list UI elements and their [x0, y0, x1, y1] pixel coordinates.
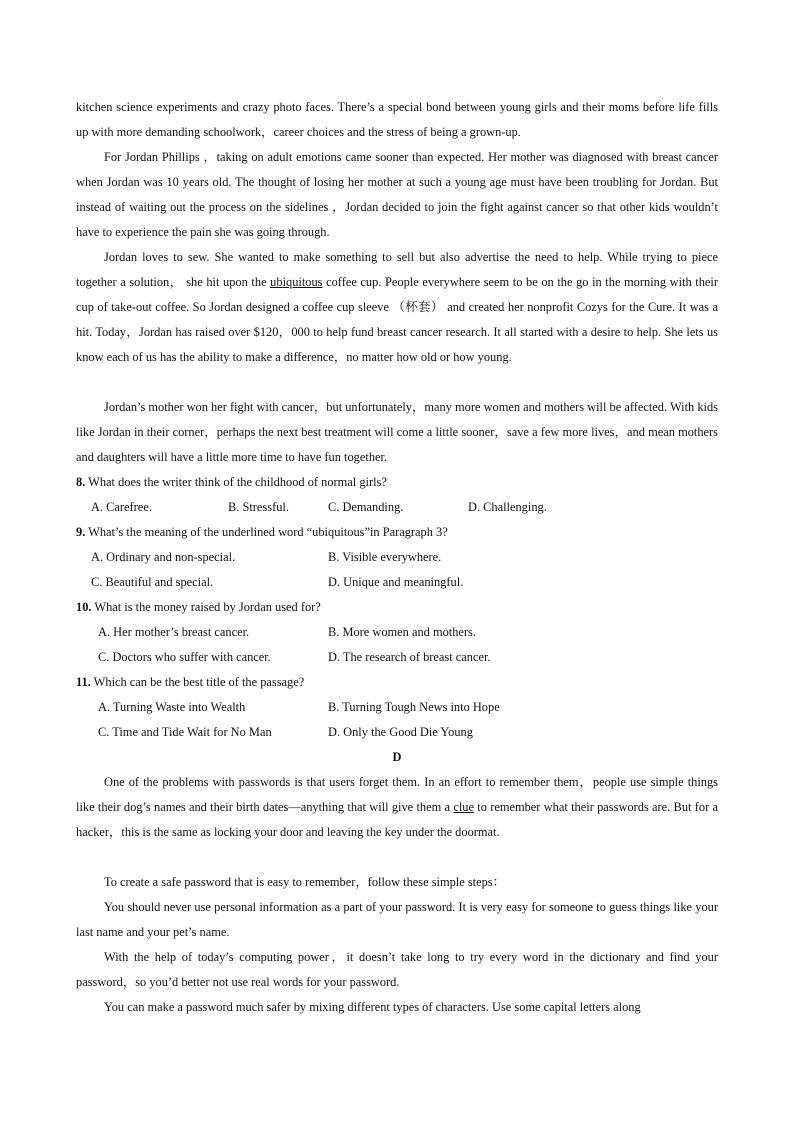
section-d-paragraph-5: You can make a password much safer by mixing different types of characters. Use some capital letters along	[104, 1000, 641, 1014]
q9-option-b: B. Visible everywhere.	[328, 550, 442, 564]
question-text: Which can be the best title of the passage?	[90, 675, 305, 689]
section-d-p1-text-after: to remember what their passwords are. But for a hacker，this is the same as locking your door and leaving the key under the doormat.	[76, 800, 718, 839]
question-number: 10.	[76, 600, 92, 614]
question-text: What’s the meaning of the underlined word “ubiquitous”in Paragraph 3?	[85, 525, 448, 539]
question-number: 11.	[76, 675, 91, 689]
section-d-heading: D	[392, 750, 402, 764]
passage-c-paragraph-2: For Jordan Phillips ，taking on adult emotions came sooner than expected. Her mother was diagnosed with breast cancer when Jordan was 10 years old. The thought of losing her mother at such a young age must have been troubling for Jordan. But instead of waiting out the process on the sidelines ，Jordan decided to join the fight against cancer so that other kids wouldn’t have to experience the pain she was going through.	[76, 150, 718, 239]
underlined-word-clue: clue	[453, 800, 474, 814]
section-d-paragraph-2: To create a safe password that is easy to remember，follow these simple steps：	[104, 875, 506, 889]
q10-option-b: B. More women and mothers.	[328, 625, 476, 639]
q11-option-b: B. Turning Tough News into Hope	[328, 700, 500, 714]
q9-option-c: C. Beautiful and special.	[91, 575, 214, 589]
question-number: 8.	[76, 475, 86, 489]
q10-option-d: D. The research of breast cancer.	[328, 650, 491, 664]
question-text: What is the money raised by Jordan used for?	[91, 600, 321, 614]
underlined-word-ubiquitous: ubiquitous	[270, 275, 323, 289]
passage-c-paragraph-3	[76, 245, 718, 370]
passage-c-paragraph-4: Jordan’s mother won her fight with cancer，but unfortunately，many more women and mothers will be affected. With kids like Jordan in their corner，perhaps the next best treatment will come a little sooner，save a few more lives，and mean mothers and daughters will have a little more time to have fun together.	[76, 400, 718, 464]
question-8	[76, 470, 387, 495]
q11-option-a: A. Turning Waste into Wealth	[98, 700, 246, 714]
q11-option-d: D. Only the Good Die Young	[328, 725, 473, 739]
section-d-paragraph-4: With the help of today’s computing power，it doesn’t take long to try every word in the dictionary and find your password，so you’d better not use real words for your password.	[76, 950, 718, 989]
q9-option-a: A. Ordinary and non-special.	[91, 550, 236, 564]
q11-option-c: C. Time and Tide Wait for No Man	[98, 725, 272, 739]
passage-c-paragraph-1: kitchen science experiments and crazy photo faces. There’s a special bond between young girls and their moms before life fills up with more demanding schoolwork，career choices and the stress of being a grown-up.	[76, 100, 718, 139]
q8-option-a: A. Carefree.	[91, 500, 152, 514]
passage-c-p3-text-before: Jordan loves to sew. She wanted to make something to sell but also advertise the need to help. While trying to piece together a solution， she hit upon the	[76, 250, 718, 289]
section-d-paragraph-3: You should never use personal information as a part of your password. It is very easy for someone to guess things like your last name and your pet’s name.	[76, 900, 718, 939]
section-d-paragraph-1	[76, 770, 718, 845]
question-text: What does the writer think of the childhood of normal girls?	[85, 475, 387, 489]
question-11	[76, 670, 304, 695]
q10-option-c: C. Doctors who suffer with cancer.	[98, 650, 271, 664]
q8-option-c: C. Demanding.	[328, 500, 404, 514]
question-10	[76, 595, 321, 620]
q10-option-a: A. Her mother’s breast cancer.	[98, 625, 250, 639]
question-number: 9.	[76, 525, 86, 539]
passage-c-p3-text-after: coffee cup. People everywhere seem to be on the go in the morning with their cup of take-out coffee. So Jordan designed a coffee cup sleeve （杯套） and created her nonprofit Cozys for the Cure. It was a hit. Today，Jordan has raised over $120，000 to help fund breast cancer research. It all started with a desire to help. She lets us know each of us has the ability to make a difference，no matter how old or how young.	[76, 275, 718, 364]
q8-option-d: D. Challenging.	[468, 500, 547, 514]
q8-option-b: B. Stressful.	[228, 500, 289, 514]
question-9	[76, 520, 448, 545]
q9-option-d: D. Unique and meaningful.	[328, 575, 464, 589]
section-d-p1-text-before: One of the problems with passwords is that users forget them. In an effort to remember them，people use simple things like their dog’s names and their birth dates—anything that will give them a	[76, 775, 718, 814]
